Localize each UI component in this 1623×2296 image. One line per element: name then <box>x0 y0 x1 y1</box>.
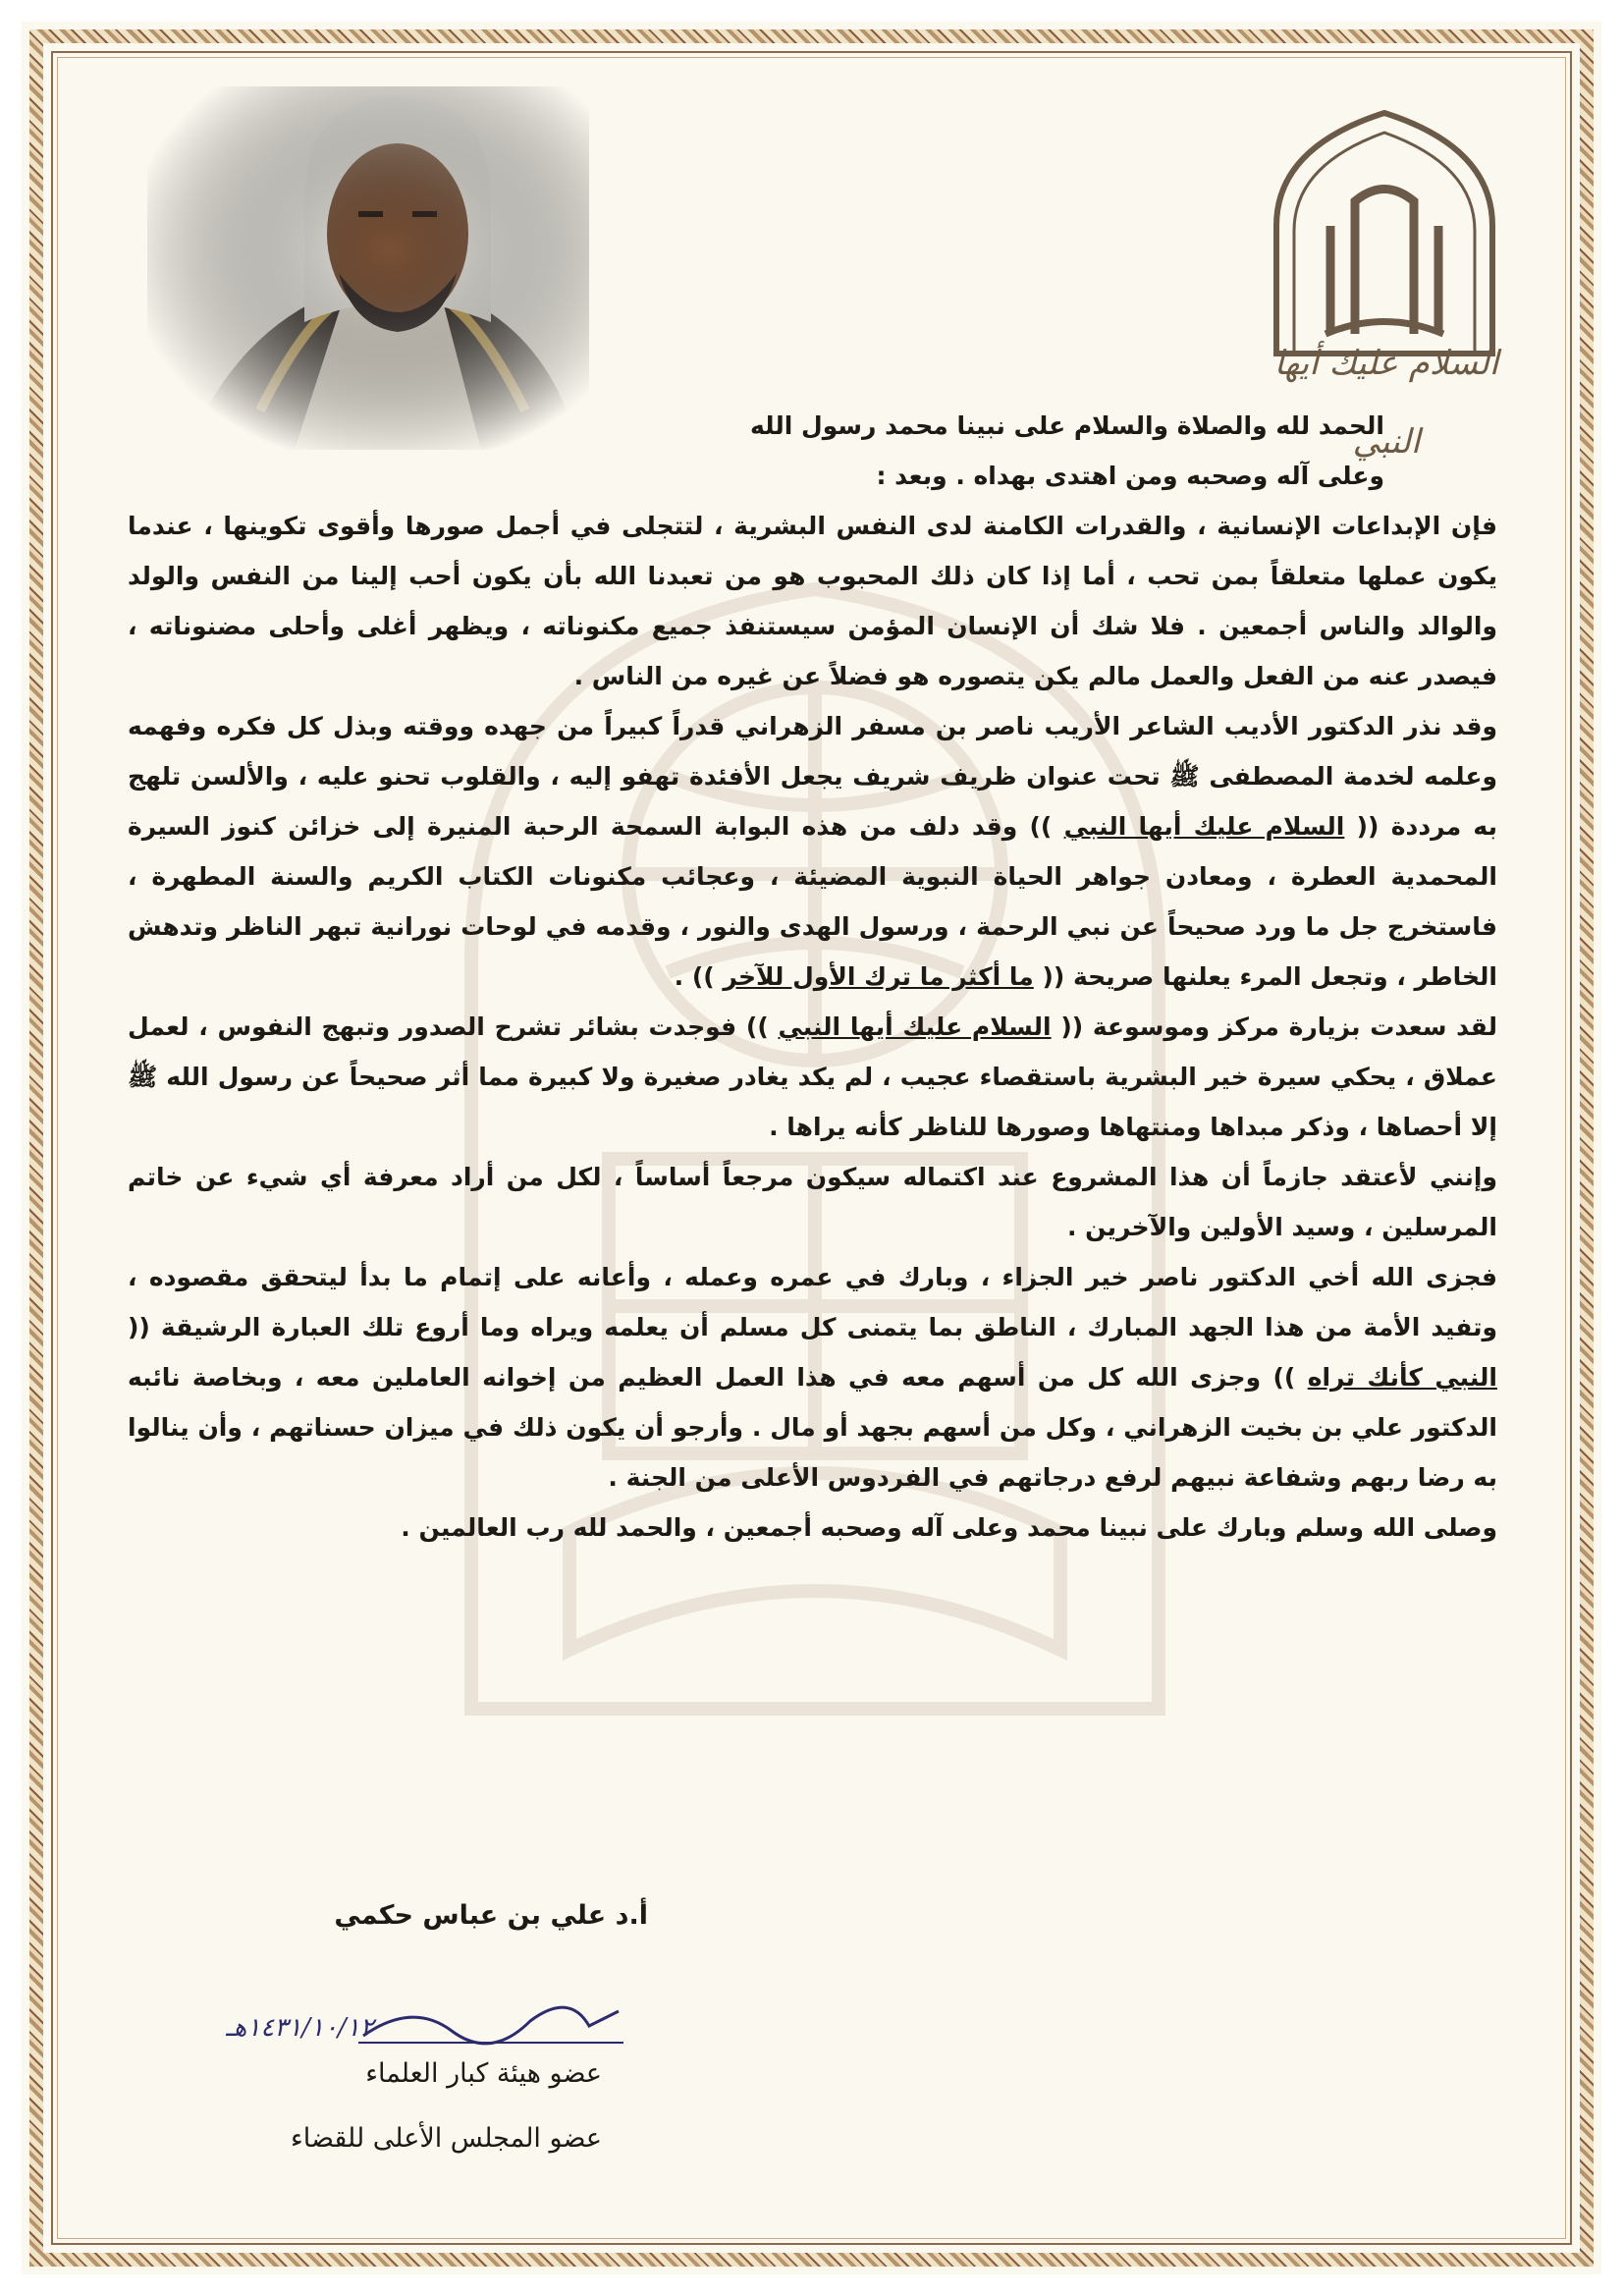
sheikh-portrait-icon <box>147 86 589 450</box>
letter-body <box>128 401 1497 1553</box>
paragraph-2-text-a: وقد نذر الدكتور الأديب الشاعر الأريب ناصر بن مسفر الزهراني قدراً كبيراً من جهده ووقته وبذل كل فكره وفهمه وعلمه لخدمة المصطفى ﷺ تحت عنوان ظريف شريف يجعل الأفئدة تهفو إليه ، والقلوب تحنو عليه ، والألسن تلهج به مرددة (( <box>128 712 1497 841</box>
quote-salam: السلام عليك أيها النبي <box>1063 812 1345 841</box>
paragraph-3 <box>128 1002 1497 1152</box>
paragraph-5-text-a: فجزى الله أخي الدكتور ناصر خير الجزاء ، وبارك في عمره وعمله ، وأعانه على إتمام ما بدأ ليتحقق مقصوده ، وتفيد الأمة من هذا الجهد المبارك ، الناطق بما يتمنى كل مسلم أن يعلمه ويراه وما أروع تلك العبارة الرشيقة (( <box>128 1263 1497 1341</box>
paragraph-2-text-b: )) وقد دلف من هذه البوابة السمحة الرحبة المنيرة إلى خزائن كنوز السيرة المحمدية العطرة ، ومعادن جواهر الحياة النبوية المضيئة ، وعجائب مكنونات الكتاب الكريم والسنة المطهرة ، فاستخرج جل ما ورد صحيحاً عن نبي الرحمة ، ورسول الهدى والنور ، وقدمه في لوحات نورانية تبهر الناظر وتدهش الخاطر ، وتجعل المرء يعلنها صريحة (( <box>128 812 1497 991</box>
quote-kaannaka: النبي كأنك تراه <box>1307 1363 1497 1392</box>
paragraph-2-text-c: )) . <box>674 962 715 991</box>
paragraph-5-text-b: )) وجزى الله كل من أسهم معه في هذا العمل العظيم من إخوانه العاملين معه ، وبخاصة نائبه الدكتور علي بن بخيت الزهراني ، وكل من أسهم بجهد أو مال . وأرجو أن يكون ذلك في ميزان حسناتهم ، وأن ينالوا به رضا ربهم وشفاعة نبيهم لرفع درجاتهم في الفردوس الأعلى من الجنة . <box>128 1363 1497 1492</box>
paragraph-4: وإنني لأعتقد جازماً أن هذا المشروع عند اكتماله سيكون مرجعاً أساساً ، لكل من أراد معرفة أي شيء عن خاتم المرسلين ، وسيد الأولين والآخرين . <box>128 1163 1497 1241</box>
salutation-line-1: الحمد لله والصلاة والسلام على نبينا محمد رسول الله <box>750 411 1384 440</box>
paragraph-2 <box>128 701 1497 1002</box>
quote-salam-2: السلام عليك أيها النبي <box>778 1012 1052 1041</box>
handwritten-signature-icon <box>353 1982 628 2060</box>
paragraph-5 <box>128 1252 1497 1503</box>
paragraph-3-text-a: لقد سعدت بزيارة مركز وموسوعة (( <box>1060 1012 1497 1041</box>
signature-date: ١٤٣١/١٠/١٢هـ <box>226 2013 374 2043</box>
salutation-line-2: وعلى آله وصحبه ومن اهتدى بهداه . وبعد : <box>876 462 1384 490</box>
signature-block <box>226 1900 648 1931</box>
logo-caption: السلام عليك أيها النبي <box>1273 344 1499 462</box>
signatory-title-1: عضو هيئة كبار العلماء <box>365 2058 602 2089</box>
signatory-name: أ.د علي بن عباس حكمي <box>334 1900 648 1931</box>
closing-paragraph: وصلى الله وسلم وبارك على نبينا محمد وعلى آله وصحبه أجمعين ، والحمد لله رب العالمين . <box>401 1513 1497 1542</box>
signatory-title-2: عضو المجلس الأعلى للقضاء <box>291 2123 602 2154</box>
paragraph-1: فإن الإبداعات الإنسانية ، والقدرات الكامنة لدى النفس البشرية ، لتتجلى في أجمل صورها وأقوى تكوينها ، عندما يكون عملها متعلقاً بمن تحب ، أما إذا كان ذلك المحبوب هو من تعبدنا الله بأن يكون أحب إلينا من النفس والولد والوالد والناس أجمعين . فلا شك أن الإنسان المؤمن سيستنفذ جميع مكنوناته ، ويظهر أغلى وأحلى مضنوناته ، فيصدر عنه من الفعل والعمل مالم يكن يتصوره هو فضلاً عن غيره من الناس . <box>128 512 1497 690</box>
quote-awwal: ما أكثر ما ترك الأول للآخر <box>723 962 1034 991</box>
paragraph-3-text-b: )) فوجدت بشائر تشرح الصدور وتبهج النفوس ، لعمل عملاق ، يحكي سيرة خير البشرية باستقصاء عجيب ، لم يكد يغادر صغيرة ولا كبيرة مما أثر صحيحاً عن رسول الله ﷺ إلا أحصاها ، وذكر مبداها ومنتهاها وصورها للناظر كأنه يراها . <box>128 1012 1497 1141</box>
